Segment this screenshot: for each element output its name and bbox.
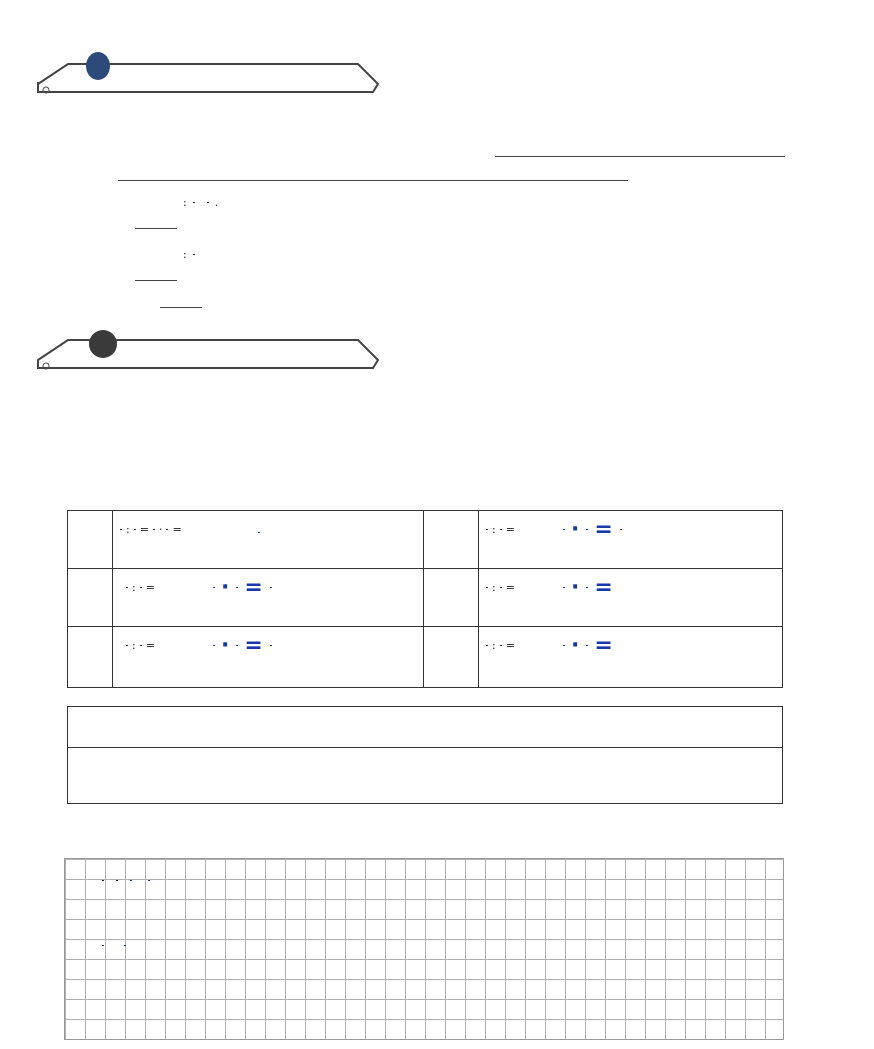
- blank-line: [160, 307, 202, 308]
- calculation-2: [96, 945, 134, 946]
- blank-line: [135, 280, 177, 281]
- table-row: : = · = : = · =: [67, 568, 783, 628]
- blank-line: [118, 180, 628, 181]
- table-row: : = · = : = · =: [67, 626, 783, 688]
- owl-icon: [86, 52, 110, 80]
- fraction-numerator: [193, 202, 195, 203]
- bee-icon: [89, 330, 117, 358]
- answer-table: [67, 706, 783, 804]
- section-banner-theory: [28, 42, 388, 100]
- table-row: : = · = : = · =: [67, 510, 783, 570]
- section-banner-tasks: [28, 318, 388, 376]
- blank-line: [495, 156, 785, 157]
- blank-line: [135, 228, 177, 229]
- grid-paper: [64, 858, 784, 1040]
- calculation-1: [96, 880, 150, 881]
- fraction-numerator: [207, 202, 209, 203]
- fraction-numerator: [193, 254, 195, 255]
